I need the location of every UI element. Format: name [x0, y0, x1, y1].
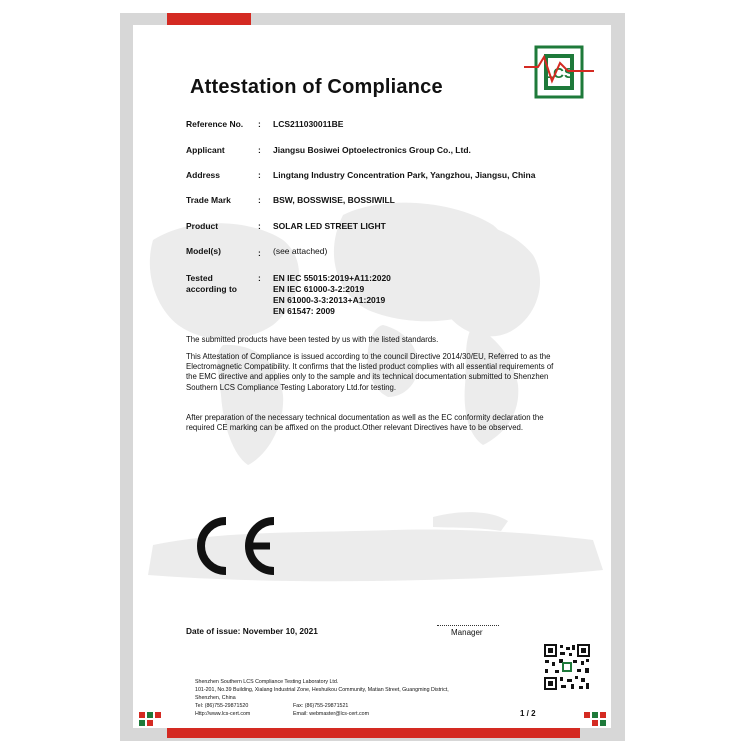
signature-line: [437, 616, 499, 626]
footer-address: 101-201, No.39 Building, Xialang Industrial Zone, Heshuikou Community, Matian Street, Guangming District,: [195, 687, 449, 693]
deco-square: [592, 720, 598, 726]
standard-item: EN IEC 55015:2019+A11:2020: [273, 273, 391, 283]
field-colon: :: [258, 170, 261, 180]
deco-square: [139, 712, 145, 718]
field-label: Applicant: [186, 145, 225, 155]
page-title: Attestation of Compliance: [190, 76, 443, 98]
field-colon: :: [258, 248, 261, 258]
bottom-red-band: [167, 728, 580, 738]
deco-square: [600, 720, 606, 726]
footer-fax: Fax: (86)755-29871521: [293, 703, 349, 709]
standard-item: EN 61547: 2009: [273, 306, 335, 316]
tested-label: [186, 273, 237, 295]
field-colon: :: [258, 195, 261, 205]
qr-code-icon: [543, 643, 591, 691]
deco-square: [592, 712, 598, 718]
deco-square: [155, 712, 161, 718]
deco-square: [139, 720, 145, 726]
field-label: Model(s): [186, 246, 221, 256]
standard-item: EN IEC 61000-3-2:2019: [273, 284, 365, 294]
deco-square: [600, 712, 606, 718]
field-label: Product: [186, 221, 219, 231]
footer-web[interactable]: Http://www.lcs-cert.com: [195, 711, 251, 717]
issue-date: Date of issue: November 10, 2021: [186, 626, 318, 636]
deco-square: [147, 720, 153, 726]
field-value: SOLAR LED STREET LIGHT: [273, 221, 386, 231]
field-value: Lingtang Industry Concentration Park, Yangzhou, Jiangsu, China: [273, 170, 536, 180]
directive-paragraph: This Attestation of Compliance is issued according to the council Directive 2014/30/EU, Referred to as the Electromagnetic Compatibility. It confirms that the listed product complies with all essential requirements of the EMC directive and applies only to the sample and its technical documentation submitted to Shenzhen Southern LCS Compliance Testing Laboratory Ltd.for testing.: [186, 352, 554, 392]
footer-tel: Tel: (86)755-29871520: [195, 703, 249, 709]
field-label: Address: [186, 170, 221, 180]
deco-square: [147, 712, 153, 718]
top-red-band: [167, 13, 251, 25]
logo-text: LCS: [544, 65, 574, 82]
field-label: Reference No.: [186, 119, 244, 129]
field-colon: :: [258, 145, 261, 155]
ce-marking-paragraph: After preparation of the necessary technical documentation as well as the EC conformity declaration the required CE marking can be affixed on the product.Other relevant Directives have to be observed.: [186, 413, 544, 433]
footer-email[interactable]: Email: webmaster@lcs-cert.com: [293, 711, 370, 717]
statement-paragraph: The submitted products have been tested by us with the listed standards.: [186, 335, 439, 344]
footer-address-city: Shenzhen, China: [195, 695, 236, 701]
field-value: (see attached): [273, 246, 328, 256]
tested-label-line: Tested: [186, 273, 213, 283]
field-colon: :: [258, 119, 261, 129]
signature-role: Manager: [451, 628, 483, 637]
field-colon: :: [258, 221, 261, 231]
field-colon: :: [258, 273, 261, 283]
standard-item: EN 61000-3-3:2013+A1:2019: [273, 295, 386, 305]
standards-list: [273, 273, 391, 317]
field-label: Trade Mark: [186, 195, 231, 205]
lcs-logo-icon: [524, 45, 594, 101]
field-value: LCS211030011BE: [273, 119, 344, 129]
field-value: Jiangsu Bosiwei Optoelectronics Group Co., Ltd.: [273, 145, 471, 155]
deco-square: [584, 712, 590, 718]
field-value: BSW, BOSSWISE, BOSSIWILL: [273, 195, 395, 205]
ce-mark-icon: [190, 515, 278, 577]
tested-label-line: according to: [186, 284, 238, 294]
page-number: 1 / 2: [520, 709, 536, 718]
footer-company: Shenzhen Southern LCS Compliance Testing Laboratory Ltd.: [195, 679, 339, 685]
